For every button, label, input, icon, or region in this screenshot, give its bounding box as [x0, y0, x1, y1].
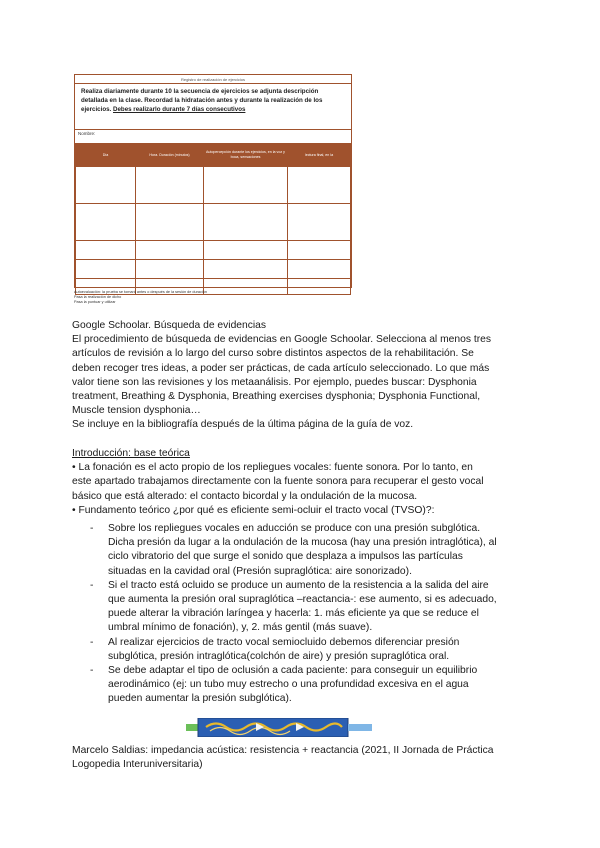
section-title: Introducción: base teórica	[72, 448, 190, 459]
paragraph-line: artículos de revisión a lo largo del curso sobre distintos aspectos de la rehabilitación. Se	[72, 348, 474, 360]
paragraph-line: El procedimiento de búsqueda de evidencias en Google Schoolar. Selecciona al menos tres	[72, 334, 492, 346]
list-item-line: Sobre los repliegues vocales en aducción se produce con una presión subglótica.	[108, 523, 481, 534]
sheet-instructions	[75, 83, 351, 129]
section-title: Google Schoolar. Búsqueda de evidencias	[72, 320, 267, 331]
bullet-line: • Fundamento teórico ¿por qué es eficiente semi-ocluir el tracto vocal (TVSO)?:	[72, 504, 435, 516]
bullet-line: • La fonación es el acto propio de los repliegues vocales: fuente sonora. Por lo tanto, en	[72, 462, 473, 474]
sheet-footnote: Autoevaluación: la prueba se tomará antes o después de la sesión de duración	[74, 290, 207, 294]
exercise-record-sheet	[74, 74, 352, 288]
list-item-line: umbral mínimo de fonación), y, 2. más gentil (más suave).	[108, 622, 373, 634]
list-item-line: Dicha presión da lugar a la ondulación de la mucosa (hay una presión intraglótica), al	[108, 537, 497, 549]
sheet-footnote: Pasa la puntuar y utilizar	[74, 300, 116, 304]
paragraph-line: treatment, Breathing & Dysphonia, Breathing exercises dysphonia; Dysphonia Functional,	[72, 391, 481, 403]
citation	[72, 744, 542, 772]
table-row	[76, 204, 351, 241]
sheet-instructions-underlined: Debes realizarlo durante 7 días consecutivos	[113, 106, 246, 113]
sheet-footnote: Pasa la realización de dicho	[74, 295, 122, 299]
sheet-header-perception: Autopercepción durante los ejercicios, en la voz y boca, sensaciones	[204, 144, 288, 167]
sheet-title: Registro de realización de ejercicios	[180, 77, 246, 82]
bullet-line: básico que está alterado: el contacto bicordal y la ondulación de la mucosa.	[72, 490, 418, 502]
list-item	[72, 664, 542, 707]
list-item-line: Se debe adaptar el tipo de oclusión a cada paciente: para conseguir un equilibrio	[108, 665, 478, 677]
sheet-footnotes	[74, 290, 207, 305]
list-item-line: Al realizar ejercicios de tracto vocal semiocluido debemos diferenciar presión	[108, 636, 460, 648]
section-google-scholar	[72, 319, 542, 433]
table-row	[76, 241, 351, 260]
list-item	[72, 579, 542, 636]
dash-marker: -	[90, 523, 94, 534]
vocal-tract-tube-illustration	[186, 718, 372, 737]
citation-line: Logopedia Interuniversitaria)	[72, 759, 203, 771]
tube-inlet	[186, 724, 198, 731]
table-row	[76, 260, 351, 279]
dash-marker: -	[90, 665, 94, 677]
sheet-header-day: Día	[76, 144, 136, 167]
sheet-name-label: Nombre:	[75, 129, 351, 139]
paragraph-line: deben recoger tres ideas, a poder ser prácticas, de cada artículo seleccionado. Lo que más	[72, 362, 490, 374]
list-item-line: ciclo vibratorio del que surge el sonido que desplaza a impulsos las partículas	[108, 551, 463, 563]
list-item-line: Si el tracto está ocluido se produce un aumento de la resistencia a la salida del aire	[108, 579, 489, 591]
list-item	[72, 636, 542, 664]
section-theory	[72, 447, 542, 518]
bullet-line: este apartado trabajamos directamente con la fuente sonora para recuperar el gesto vocal	[72, 476, 484, 488]
list-item-line: que aumenta la presión oral supraglótica –reactancia-: ese aumento, si es adecuado,	[108, 594, 497, 606]
bibliography-note: Se incluye en la bibliografía después de la última página de la guía de voz.	[72, 419, 414, 431]
dash-marker: -	[90, 579, 94, 591]
list-item-line: subglótica, presión intraglótica(colchón de aire) y presión supraglótica oral.	[108, 650, 450, 662]
list-item	[72, 522, 542, 579]
tube-outlet	[348, 724, 372, 731]
dash-marker: -	[90, 636, 94, 648]
paragraph-line: valor tiene son las revisiones y los metaanálisis. Por ejemplo, puedes buscar: Dysphonia	[72, 376, 477, 388]
list-item-line: aerodinámico (ej: un tubo muy estrecho o una profundidad excesiva en el agua	[108, 679, 469, 691]
paragraph-line: Muscle tension dysphonia…	[72, 405, 201, 417]
sheet-table	[75, 143, 351, 295]
table-row	[76, 167, 351, 204]
list-item-line: pueden aumentar la presión subglótica).	[108, 693, 292, 705]
citation-line: Marcelo Saldias: impedancia acústica: resistencia + reactancia (2021, II Jornada de Práctica	[72, 745, 494, 756]
list-item-line: puede alterar la vibración laríngea y hacerla: 1. más eficiente ya que se reduce el	[108, 608, 479, 620]
sheet-header-final: lectura final, en la	[288, 144, 351, 167]
sheet-instructions-main: Realiza diariamente durante 10 la secuencia de ejercicios se adjunta descripción detallada en la clase. Recordad la hidratación antes y durante la realización de los ejercicios.	[81, 88, 323, 113]
sheet-table-header	[76, 144, 351, 167]
sheet-header-time: Hora. Duración (minutos)	[136, 144, 204, 167]
dash-list	[72, 522, 542, 707]
list-item-line: situadas en la cavidad oral (Presión supraglótica: aire sonorizado).	[108, 565, 412, 577]
